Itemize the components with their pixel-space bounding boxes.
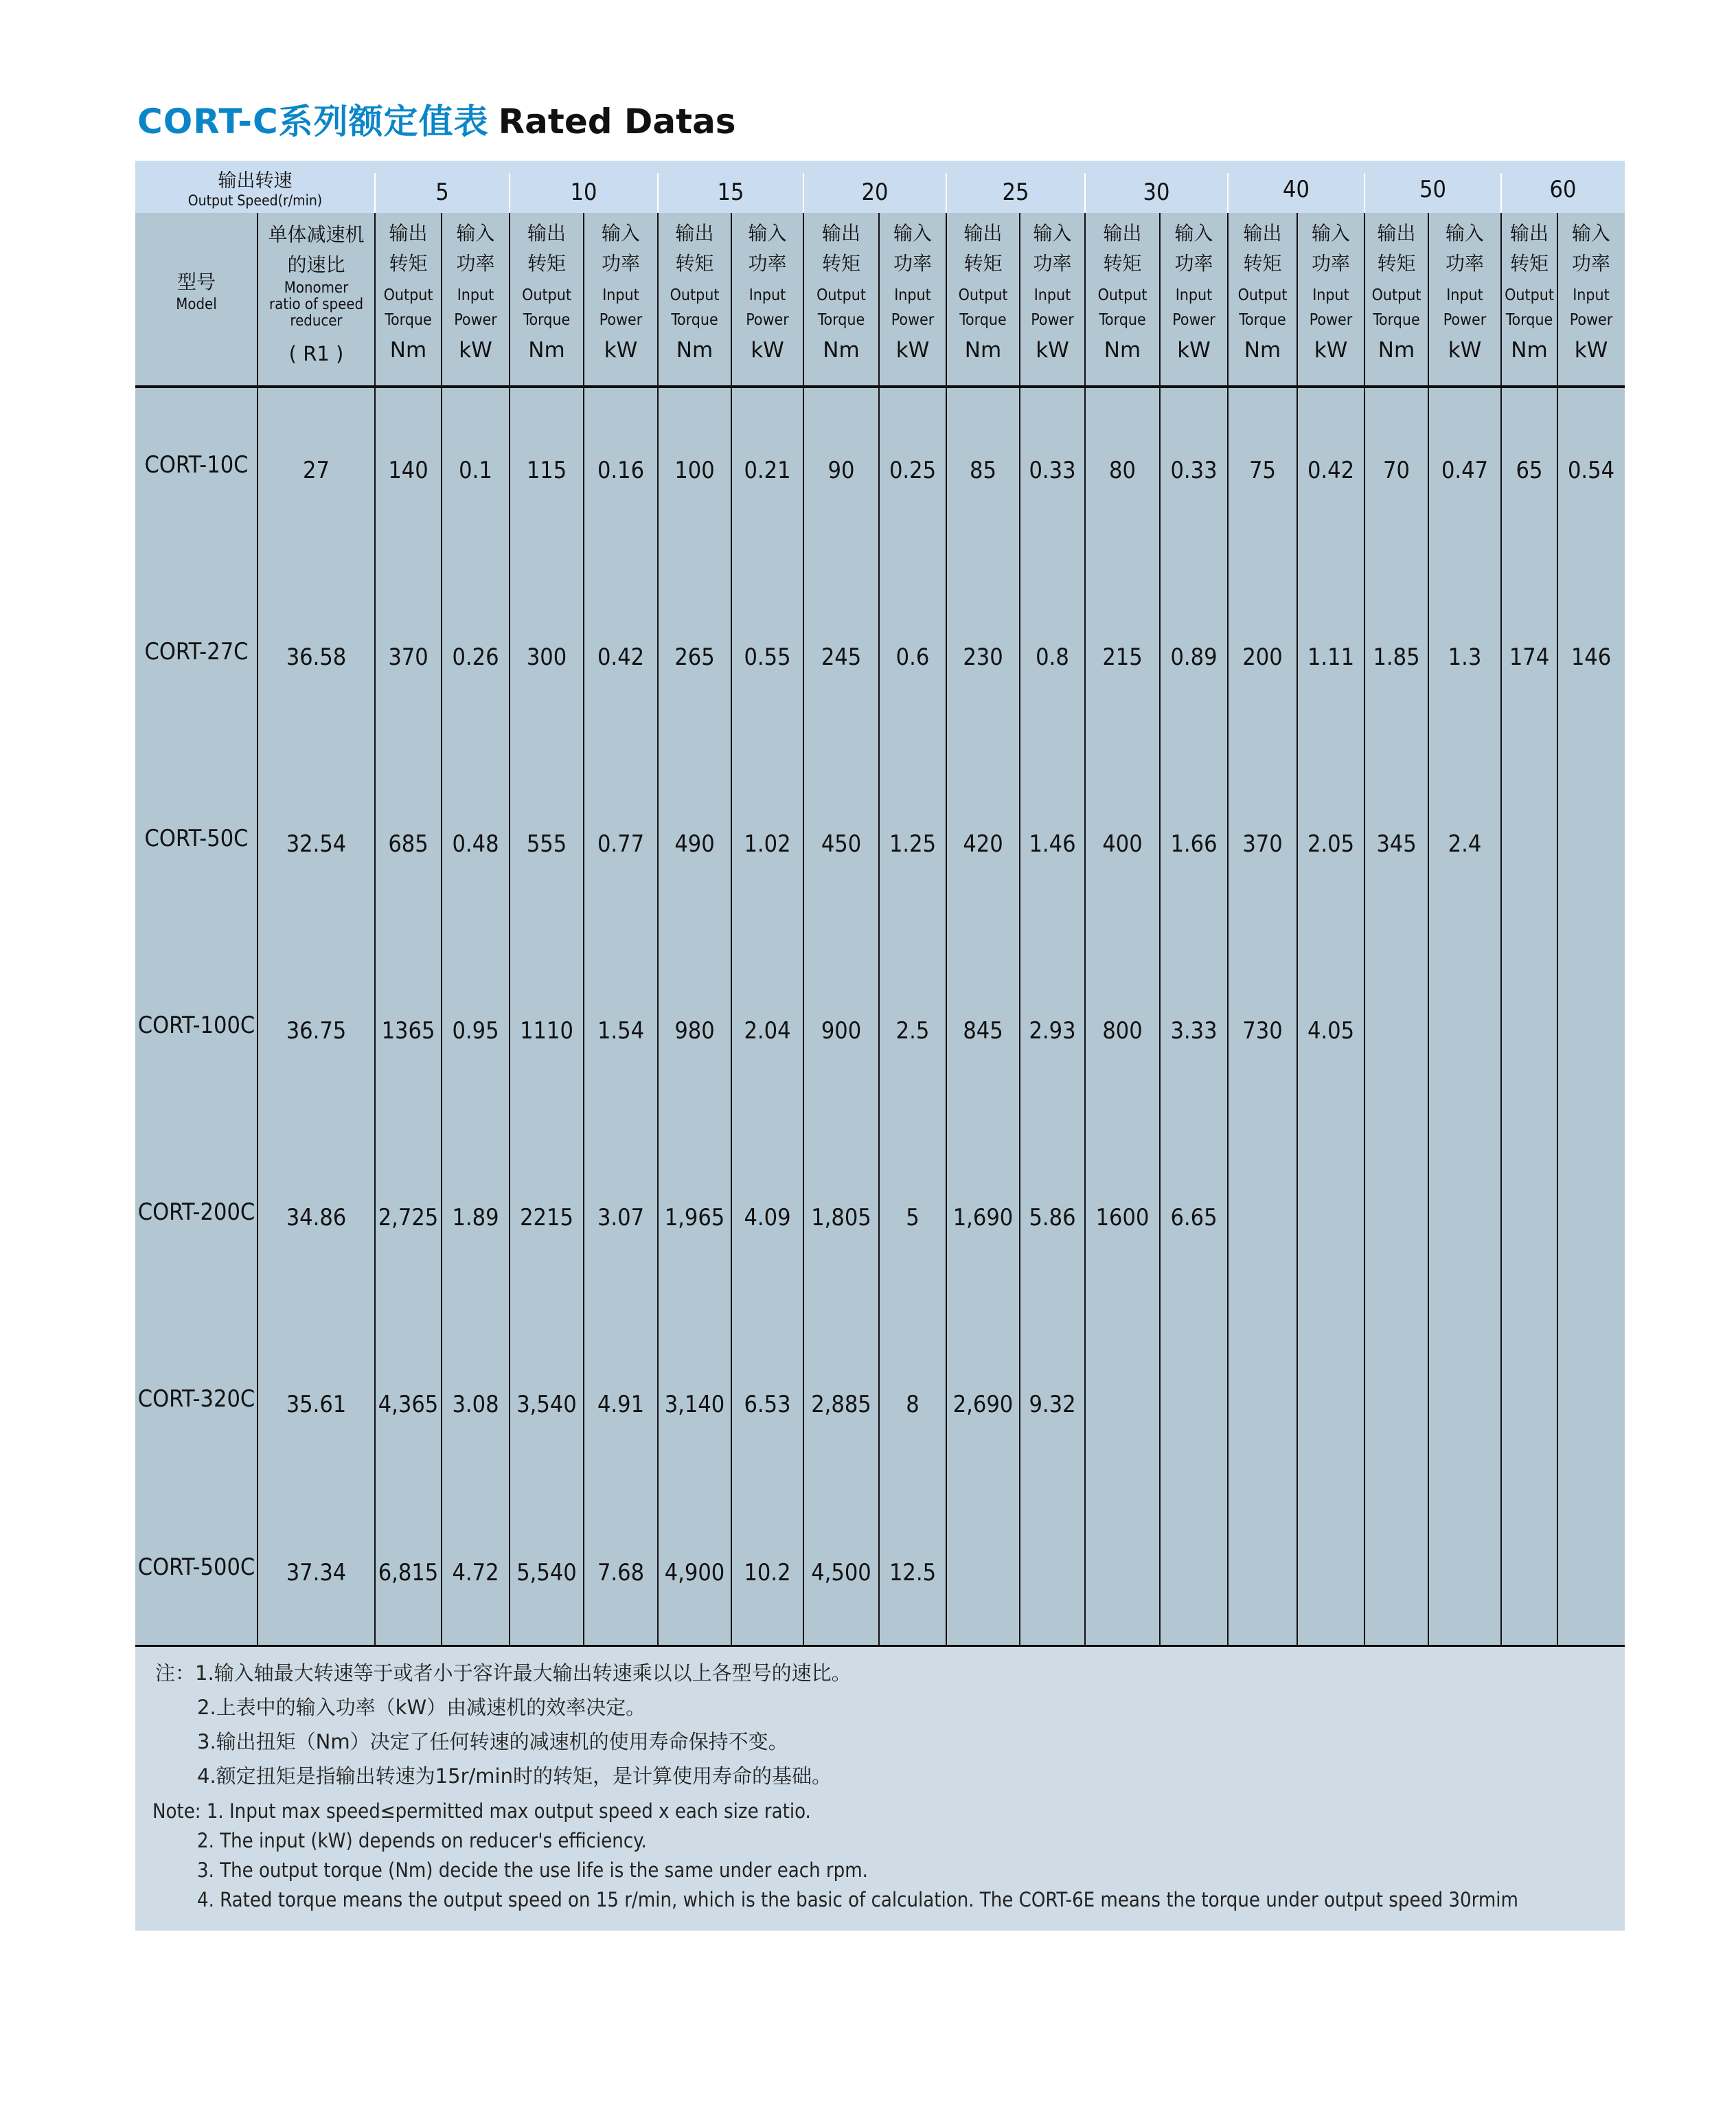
torque-unit: Nm [676,338,713,363]
input-power-cell: 3.33 [1170,1017,1218,1045]
column-divider [1500,213,1502,1647]
input-power-cell: 0.25 [889,457,937,484]
page-title [137,98,736,146]
speed-60-header: 60 [1549,176,1577,203]
output-torque-cell: 2,725 [378,1204,439,1231]
input-power-header [1020,218,1085,365]
output-torque-header [1364,218,1428,365]
ratio-cell: 34.86 [286,1204,347,1231]
input-power-header [442,218,510,365]
column-divider [374,213,376,1647]
input-power-cell: 4.05 [1307,1017,1355,1045]
torque-header-cn-1: 输出 [1377,222,1416,244]
output-torque-header [1501,218,1557,365]
power-header-en-2: Power [891,311,935,329]
power-header-cn-2: 功率 [893,252,932,275]
output-torque-cell: 845 [963,1017,1003,1045]
torque-header-cn-2: 转矩 [675,252,714,275]
torque-unit: Nm [1104,338,1141,363]
model-cell: CORT-100C [137,1012,255,1039]
input-power-cell: 1.54 [597,1017,645,1045]
torque-header-en-2: Torque [1505,311,1553,329]
torque-header-en-1: Output [1097,286,1147,304]
input-power-header [1297,218,1364,365]
output-torque-header [946,218,1020,365]
input-power-header [1557,218,1625,365]
power-header-en-1: Input [1175,286,1213,304]
torque-header-en-1: Output [522,286,571,304]
power-header-cn-2: 功率 [748,252,787,275]
ratio-cell: 35.61 [286,1391,347,1418]
input-power-cell: 1.3 [1448,644,1482,671]
input-power-cell: 12.5 [889,1559,937,1586]
speed-15-header: 15 [717,179,744,206]
input-power-cell: 1.11 [1307,644,1355,671]
input-power-cell: 0.1 [459,457,492,484]
torque-unit: Nm [823,338,860,363]
torque-unit: Nm [1244,338,1281,363]
torque-header-en-2: Torque [385,311,432,329]
speed-20-header: 20 [861,179,889,206]
input-power-cell: 0.77 [597,830,645,858]
torque-header-cn-2: 转矩 [389,252,428,275]
input-power-cell: 0.54 [1567,457,1615,484]
model-cell: CORT-27C [144,638,249,665]
input-power-header [1428,218,1501,365]
column-divider [1019,213,1020,1647]
torque-header-cn-1: 输出 [821,222,860,244]
input-power-cell: 6.65 [1170,1204,1218,1231]
speed-label-cn: 输出转速 [218,170,293,192]
speed-30-header: 30 [1143,179,1170,206]
torque-header-en-1: Output [1371,286,1421,304]
input-power-cell: 5.86 [1029,1204,1076,1231]
input-power-cell: 2.93 [1029,1017,1076,1045]
ratio-cell: 27 [303,457,330,484]
ratio-header-en-2: ratio of speed [269,296,364,313]
output-torque-cell: 75 [1249,457,1276,484]
ratio-unit: ( R1 ) [288,342,344,365]
output-torque-cell: 730 [1242,1017,1283,1045]
column-divider [1084,213,1086,1647]
output-torque-cell: 800 [1102,1017,1143,1045]
torque-header-cn-2: 转矩 [821,252,860,275]
output-torque-cell: 140 [388,457,429,484]
output-torque-cell: 90 [827,457,855,484]
power-header-cn-1: 输入 [601,222,640,244]
output-torque-cell: 80 [1109,457,1136,484]
input-power-cell: 0.33 [1170,457,1218,484]
output-torque-cell: 2215 [520,1204,573,1231]
torque-header-cn-1: 输出 [389,222,428,244]
input-power-cell: 8 [906,1391,920,1418]
torque-header-cn-2: 转矩 [1103,252,1142,275]
output-torque-header [658,218,731,365]
model-cell: CORT-50C [144,825,249,852]
column-divider [509,213,510,1647]
ratio-column-header [258,220,375,368]
output-torque-cell: 345 [1376,830,1417,858]
speed-40-header: 40 [1283,176,1310,203]
torque-header-cn-1: 输出 [527,222,566,244]
column-divider [878,213,880,1647]
note-en-4: 4. Rated torque means the output speed on 15 r/min, which is the basic of calculation. The CORT-6E means the torque under output speed 30rmim [197,1888,1518,1911]
column-divider [946,213,947,1647]
torque-header-en-2: Torque [1239,311,1286,329]
power-header-en-2: Power [746,311,789,329]
model-cell: CORT-500C [137,1554,255,1581]
output-torque-header [375,218,442,365]
model-column-header [135,269,258,315]
power-header-en-1: Input [749,286,786,304]
model-header-cn: 型号 [176,271,216,293]
output-torque-cell: 200 [1242,644,1283,671]
note-en-1: Note: 1. Input max speed≤permitted max output speed x each size ratio. [152,1799,811,1823]
title-en: Rated Datas [498,102,736,141]
power-header-cn-1: 输入 [1311,222,1350,244]
torque-header-en-1: Output [670,286,720,304]
ratio-cell: 36.58 [286,644,347,671]
input-power-cell: 3.08 [452,1391,499,1418]
power-unit: kW [895,338,930,363]
input-power-header [584,218,658,365]
model-header-en: Model [176,296,217,313]
torque-header-cn-2: 转矩 [527,252,566,275]
input-power-cell: 0.21 [744,457,791,484]
input-power-cell: 0.48 [452,830,499,858]
output-torque-cell: 5,540 [516,1559,577,1586]
input-power-cell: 146 [1571,644,1612,671]
power-header-cn-1: 输入 [748,222,787,244]
input-power-header [731,218,803,365]
output-torque-cell: 1.85 [1373,644,1420,671]
torque-header-en-1: Output [816,286,866,304]
output-torque-cell: 420 [963,830,1003,858]
power-header-cn-1: 输入 [1445,222,1484,244]
output-torque-cell: 980 [674,1017,715,1045]
ratio-header-en-3: reducer [290,312,343,330]
input-power-cell: 0.89 [1170,644,1218,671]
torque-header-en-1: Output [1505,286,1554,304]
torque-unit: Nm [964,338,1002,363]
output-torque-header [510,218,584,365]
power-header-en-1: Input [1033,286,1071,304]
power-header-en-1: Input [1446,286,1483,304]
speed-label-en: Output Speed(r/min) [187,192,323,209]
power-header-cn-2: 功率 [1445,252,1484,275]
output-torque-cell: 230 [963,644,1003,671]
power-header-cn-2: 功率 [1311,252,1350,275]
output-torque-cell: 85 [970,457,996,484]
input-power-cell: 0.47 [1441,457,1489,484]
power-unit: kW [1448,338,1482,363]
output-speed-label [135,170,375,209]
model-cell: CORT-200C [137,1198,255,1226]
output-torque-cell: 2,885 [811,1391,871,1418]
column-divider [1227,213,1229,1647]
output-torque-cell: 450 [821,830,862,858]
torque-header-en-2: Torque [817,311,865,329]
power-header-en-1: Input [1573,286,1610,304]
power-unit: kW [1177,338,1211,363]
input-power-header [879,218,946,365]
input-power-cell: 9.32 [1029,1391,1076,1418]
input-power-cell: 0.42 [1307,457,1355,484]
power-header-en-2: Power [1309,311,1353,329]
speed-50-header: 50 [1419,176,1446,203]
ratio-header-cn-1: 单体减速机 [268,223,365,246]
output-torque-cell: 6,815 [378,1559,439,1586]
output-torque-header [1085,218,1160,365]
ratio-cell: 32.54 [286,830,347,858]
output-torque-cell: 1600 [1095,1204,1150,1231]
output-torque-cell: 490 [674,830,715,858]
output-torque-cell: 300 [526,644,567,671]
input-power-cell: 2.5 [895,1017,930,1045]
column-divider [1159,213,1161,1647]
power-header-en-2: Power [1443,311,1487,329]
output-torque-cell: 100 [674,457,715,484]
input-power-cell: 0.95 [452,1017,499,1045]
output-torque-cell: 2,690 [952,1391,1014,1418]
torque-header-cn-1: 输出 [1509,222,1549,244]
output-torque-cell: 370 [1242,830,1283,858]
column-divider [1557,213,1558,1647]
input-power-cell: 0.16 [597,457,645,484]
torque-header-cn-1: 输出 [1243,222,1282,244]
torque-unit: Nm [389,338,427,363]
torque-header-cn-2: 转矩 [1243,252,1282,275]
note-cn-2: 2.上表中的输入功率（kW）由减速机的效率决定。 [197,1696,646,1719]
torque-header-en-2: Torque [671,311,718,329]
power-header-cn-1: 输入 [893,222,932,244]
power-unit: kW [751,338,784,363]
power-header-cn-2: 功率 [1571,252,1610,275]
title-cn: CORT-C系列额定值表 [137,102,489,141]
output-torque-cell: 685 [388,830,429,858]
column-divider [1297,213,1298,1647]
torque-unit: Nm [528,338,565,363]
torque-header-cn-1: 输出 [1103,222,1142,244]
input-power-cell: 7.68 [597,1559,645,1586]
input-power-cell: 1.02 [744,830,791,858]
torque-header-cn-1: 输出 [675,222,714,244]
power-header-en-1: Input [1312,286,1349,304]
output-torque-cell: 215 [1102,644,1143,671]
output-torque-cell: 245 [821,644,862,671]
speed-5-header: 5 [435,179,449,206]
input-power-cell: 0.8 [1036,644,1069,671]
output-torque-cell: 370 [388,644,429,671]
torque-header-en-2: Torque [1373,311,1420,329]
ratio-header-cn-2: 的速比 [287,253,345,276]
input-power-cell: 10.2 [744,1559,791,1586]
output-torque-cell: 1110 [520,1017,573,1045]
column-divider [1428,213,1429,1647]
column-divider [441,213,442,1647]
torque-header-en-2: Torque [1099,311,1146,329]
input-power-cell: 1.89 [452,1204,499,1231]
note-cn-3: 3.输出扭矩（Nm）决定了任何转速的减速机的使用寿命保持不变。 [197,1730,788,1753]
input-power-header [1160,218,1228,365]
output-torque-cell: 1,965 [664,1204,725,1231]
power-header-en-1: Input [602,286,639,304]
input-power-cell: 0.42 [597,644,645,671]
torque-header-en-2: Torque [959,311,1007,329]
output-torque-cell: 900 [821,1017,862,1045]
note-en-3: 3. The output torque (Nm) decide the use life is the same under each rpm. [197,1858,868,1882]
ratio-header-en-1: Monomer [284,280,349,297]
output-torque-cell: 4,365 [378,1391,439,1418]
torque-header-en-1: Output [958,286,1008,304]
power-header-cn-2: 功率 [456,252,495,275]
torque-header-en-2: Torque [523,311,571,329]
output-torque-cell: 4,900 [664,1559,725,1586]
column-divider [731,213,732,1647]
output-torque-cell: 4,500 [811,1559,871,1586]
speed-25-header: 25 [1002,179,1029,206]
column-divider [1364,213,1365,1647]
output-torque-header [1228,218,1297,365]
output-torque-cell: 555 [526,830,567,858]
torque-unit: Nm [1511,338,1548,363]
input-power-cell: 0.33 [1029,457,1076,484]
input-power-cell: 0.26 [452,644,499,671]
torque-unit: Nm [1378,338,1415,363]
input-power-cell: 6.53 [744,1391,791,1418]
power-header-cn-1: 输入 [1033,222,1072,244]
torque-header-cn-2: 转矩 [1509,252,1549,275]
torque-header-cn-2: 转矩 [963,252,1003,275]
power-header-cn-1: 输入 [1571,222,1610,244]
input-power-cell: 1.46 [1029,830,1076,858]
input-power-cell: 4.09 [744,1204,791,1231]
power-header-en-2: Power [1172,311,1215,329]
output-torque-cell: 400 [1102,830,1143,858]
power-header-cn-2: 功率 [1033,252,1072,275]
ratio-cell: 37.34 [286,1559,347,1586]
torque-header-cn-1: 输出 [963,222,1003,244]
input-power-cell: 1.25 [889,830,937,858]
input-power-cell: 4.91 [597,1391,645,1418]
input-power-cell: 0.6 [895,644,930,671]
output-torque-cell: 3,140 [664,1391,725,1418]
power-unit: kW [459,338,492,363]
power-header-cn-2: 功率 [1174,252,1213,275]
ratio-cell: 36.75 [286,1017,347,1045]
power-unit: kW [604,338,638,363]
output-torque-cell: 174 [1509,644,1550,671]
input-power-cell: 2.4 [1448,830,1482,858]
note-en-2: 2. The input (kW) depends on reducer's efficiency. [197,1829,647,1852]
model-cell: CORT-10C [144,451,249,479]
input-power-cell: 2.05 [1307,830,1355,858]
input-power-cell: 3.07 [597,1204,645,1231]
input-power-cell: 5 [906,1204,920,1231]
output-torque-cell: 115 [526,457,567,484]
power-header-en-2: Power [454,311,497,329]
output-torque-header [803,218,879,365]
power-unit: kW [1574,338,1608,363]
note-cn-1: 注：1.输入轴最大转速等于或者小于容许最大输出转速乘以以上各型号的速比。 [155,1661,852,1685]
torque-header-en-1: Output [1237,286,1288,304]
power-unit: kW [1036,338,1069,363]
power-unit: kW [1314,338,1348,363]
column-divider [657,213,659,1647]
output-torque-cell: 1365 [381,1017,435,1045]
torque-header-en-1: Output [383,286,433,304]
power-header-cn-1: 输入 [1174,222,1213,244]
note-cn-4: 4.额定扭矩是指输出转速为15r/min时的转矩，是计算使用寿命的基础。 [197,1764,832,1788]
power-header-en-2: Power [1031,311,1074,329]
output-torque-cell: 3,540 [516,1391,577,1418]
output-torque-cell: 265 [674,644,715,671]
input-power-cell: 0.55 [744,644,791,671]
output-torque-cell: 1,805 [811,1204,871,1231]
torque-header-cn-2: 转矩 [1377,252,1416,275]
output-torque-cell: 65 [1516,457,1543,484]
power-header-en-1: Input [894,286,931,304]
input-power-cell: 4.72 [452,1559,499,1586]
column-divider [803,213,804,1647]
power-header-en-2: Power [1569,311,1613,329]
input-power-cell: 2.04 [744,1017,791,1045]
power-header-en-1: Input [457,286,494,304]
power-header-en-2: Power [599,311,643,329]
output-torque-cell: 70 [1383,457,1410,484]
input-power-cell: 1.66 [1170,830,1218,858]
model-cell: CORT-320C [137,1385,255,1413]
power-header-cn-1: 输入 [456,222,495,244]
column-divider [257,213,258,1647]
output-torque-cell: 1,690 [952,1204,1014,1231]
column-divider [583,213,584,1647]
speed-10-header: 10 [570,179,597,206]
power-header-cn-2: 功率 [601,252,640,275]
